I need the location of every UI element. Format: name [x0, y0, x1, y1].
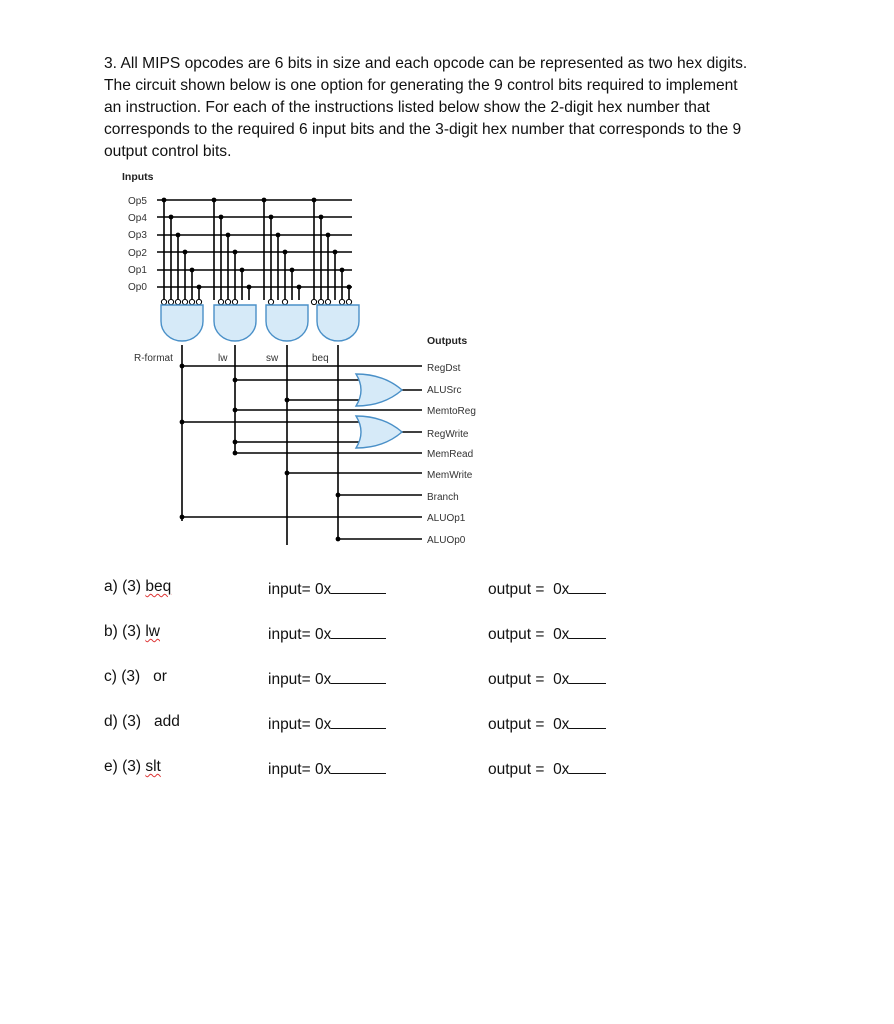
answer-row-d [104, 713, 664, 737]
output-blank[interactable] [569, 713, 606, 729]
junction-dot [169, 215, 174, 220]
inverter-bubble [232, 299, 237, 304]
junction-dot [180, 515, 185, 520]
input-label-op2: Op2 [128, 248, 147, 259]
gate-label-lw: lw [218, 353, 228, 364]
junction-dot [290, 268, 295, 273]
circuit-wires [157, 200, 422, 545]
output-label-alusrc: ALUSrc [427, 385, 462, 396]
input-answer: input= 0x [268, 713, 386, 734]
inverter-bubble [325, 299, 330, 304]
instruction-name: slt [145, 758, 161, 775]
answer-label: d) (3) add [104, 713, 180, 730]
question-line: The circuit shown below is one option for generating the 9 control bits required to implement [104, 77, 738, 94]
junction-dot [347, 285, 352, 290]
junction-dot [233, 451, 238, 456]
output-label-memtoreg: MemtoReg [427, 406, 476, 417]
output-blank[interactable] [569, 668, 606, 684]
inverter-bubble [161, 299, 166, 304]
junction-dot [336, 493, 341, 498]
inverter-bubble [168, 299, 173, 304]
junction-dot [283, 250, 288, 255]
output-label-memread: MemRead [427, 449, 474, 460]
input-blank[interactable] [331, 623, 386, 639]
input-label-op3: Op3 [128, 230, 147, 241]
answer-row-a [104, 578, 664, 602]
input-answer: input= 0x [268, 578, 386, 599]
inverter-bubbles [161, 299, 351, 304]
answer-label: e) (3) slt [104, 758, 161, 775]
answer-label: c) (3) or [104, 668, 167, 685]
output-label-aluop1: ALUOp1 [427, 513, 466, 524]
junction-dot [262, 198, 267, 203]
inverter-bubble [318, 299, 323, 304]
inputs-title: Inputs [122, 171, 154, 183]
instruction-name: lw [145, 623, 160, 640]
junction-dot [226, 233, 231, 238]
junction-dot [183, 250, 188, 255]
junction-dot [269, 215, 274, 220]
output-blank[interactable] [569, 758, 606, 774]
junction-dot [233, 378, 238, 383]
junction-dot [247, 285, 252, 290]
and-gate-rformat [161, 305, 203, 341]
input-blank[interactable] [331, 668, 386, 684]
junction-dot [285, 398, 290, 403]
junction-dot [336, 537, 341, 542]
inverter-bubble [218, 299, 223, 304]
input-label-op0: Op0 [128, 282, 147, 293]
question-line: 3. All MIPS opcodes are 6 bits in size and each opcode can be represented as two hex digits. [104, 55, 748, 72]
gate-label-beq: beq [312, 353, 329, 364]
input-blank[interactable] [331, 713, 386, 729]
or-gate-regwrite [356, 416, 402, 448]
input-answer: input= 0x [268, 758, 386, 779]
answer-row-c [104, 668, 664, 692]
output-blank[interactable] [569, 623, 606, 639]
inverter-bubble [182, 299, 187, 304]
answer-row-b [104, 623, 664, 647]
question-line: an instruction. For each of the instructions listed below show the 2-digit hex number that [104, 99, 710, 116]
output-blank[interactable] [569, 578, 606, 594]
answer-label: b) (3) lw [104, 623, 160, 640]
inverter-bubble [268, 299, 273, 304]
output-answer: output = 0x [488, 713, 606, 734]
instruction-name: beq [145, 578, 172, 595]
output-answer: output = 0x [488, 578, 606, 599]
logic-gates [161, 305, 402, 448]
and-gate-lw [214, 305, 256, 341]
question-line: output control bits. [104, 143, 232, 160]
junction-dot [176, 233, 181, 238]
output-answer: output = 0x [488, 623, 606, 644]
output-label-regdst: RegDst [427, 363, 461, 374]
answer-row-e [104, 758, 664, 782]
instruction-name: or [153, 668, 167, 685]
inverter-bubble [189, 299, 194, 304]
junction-dot [197, 285, 202, 290]
input-label-op5: Op5 [128, 196, 147, 207]
junction-dot [180, 364, 185, 369]
instruction-name: add [153, 713, 180, 730]
junction-dot [233, 408, 238, 413]
outputs-title: Outputs [427, 335, 468, 347]
junction-dot [340, 268, 345, 273]
and-gate-sw [266, 305, 308, 341]
junction-dot [333, 250, 338, 255]
junction-dot [212, 198, 217, 203]
junction-dot [326, 233, 331, 238]
answer-label: a) (3) beq [104, 578, 172, 595]
input-label-op4: Op4 [128, 213, 147, 224]
inverter-bubble [225, 299, 230, 304]
junction-dot [312, 198, 317, 203]
junction-dot [162, 198, 167, 203]
output-label-branch: Branch [427, 492, 459, 503]
output-answer: output = 0x [488, 668, 606, 689]
junction-dot [319, 215, 324, 220]
or-gate-alusrc [356, 374, 402, 406]
input-answer: input= 0x [268, 623, 386, 644]
inverter-bubble [282, 299, 287, 304]
question-line: corresponds to the required 6 input bits and the 3-digit hex number that corresponds to the 9 [104, 121, 742, 138]
junction-dot [233, 250, 238, 255]
circuit-labels [122, 171, 476, 546]
junction-dot [276, 233, 281, 238]
junction-dot [285, 471, 290, 476]
output-label-memwrite: MemWrite [427, 470, 473, 481]
junction-dot [297, 285, 302, 290]
and-gate-beq [317, 305, 359, 341]
inverter-bubble [311, 299, 316, 304]
gate-label-sw: sw [266, 353, 279, 364]
circuit-junctions [162, 198, 352, 542]
output-label-aluop0: ALUOp0 [427, 535, 466, 546]
input-label-op1: Op1 [128, 265, 147, 276]
output-answer: output = 0x [488, 758, 606, 779]
junction-dot [233, 440, 238, 445]
gate-label-rformat: R-format [134, 353, 173, 364]
junction-dot [180, 420, 185, 425]
output-label-regwrite: RegWrite [427, 429, 469, 440]
input-blank[interactable] [331, 758, 386, 774]
input-answer: input= 0x [268, 668, 386, 689]
input-blank[interactable] [331, 578, 386, 594]
inverter-bubble [196, 299, 201, 304]
inverter-bubble [346, 299, 351, 304]
junction-dot [219, 215, 224, 220]
junction-dot [240, 268, 245, 273]
inverter-bubble [339, 299, 344, 304]
junction-dot [190, 268, 195, 273]
inverter-bubble [175, 299, 180, 304]
